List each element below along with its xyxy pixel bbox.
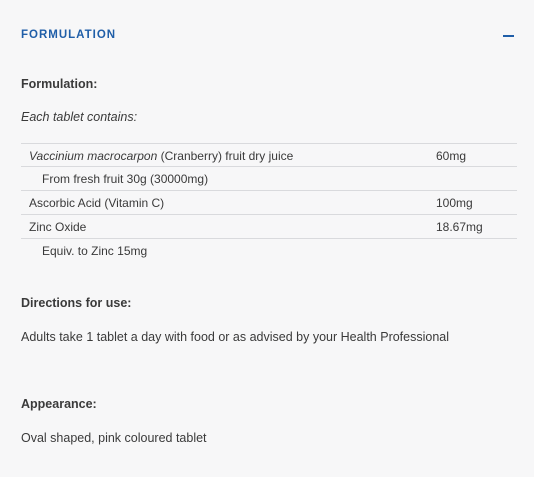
ingredient-amount: 60mg (436, 149, 467, 163)
ingredient-name: Ascorbic Acid (Vitamin C) (29, 196, 165, 210)
table-row (21, 167, 517, 191)
ingredient-name: From fresh fruit 30g (30000mg) (42, 172, 209, 186)
ingredient-name: Equiv. to Zinc 15mg (42, 244, 148, 258)
ingredient-common-name: (Cranberry) fruit dry juice (157, 149, 294, 163)
table-row (21, 143, 517, 167)
table-row (21, 239, 517, 263)
accordion-title: FORMULATION (21, 29, 117, 41)
appearance-text: Oval shaped, pink coloured tablet (21, 431, 207, 445)
ingredient-amount: 18.67mg (436, 220, 483, 234)
ingredient-name (29, 149, 293, 163)
ingredient-latin-name: Vaccinium macrocarpon (29, 149, 158, 163)
directions-text: Adults take 1 tablet a day with food or as advised by your Health Professional (21, 330, 450, 344)
table-row (21, 191, 517, 215)
ingredients-table (21, 143, 517, 263)
minus-icon[interactable] (501, 28, 517, 44)
formulation-heading: Formulation: (21, 77, 98, 91)
ingredient-name: Zinc Oxide (29, 220, 87, 234)
formulation-intro: Each tablet contains: (21, 110, 138, 124)
ingredient-amount: 100mg (436, 196, 473, 210)
accordion-header[interactable] (21, 26, 517, 46)
minus-bar (503, 35, 514, 37)
table-row (21, 215, 517, 239)
appearance-heading: Appearance: (21, 397, 97, 411)
directions-heading: Directions for use: (21, 296, 132, 310)
